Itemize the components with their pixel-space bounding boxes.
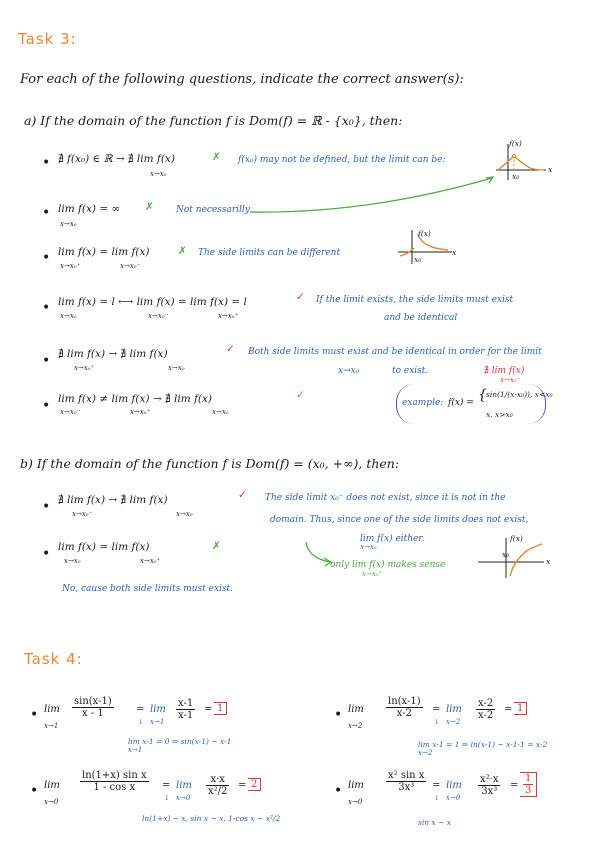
p1-eq2: = <box>204 704 213 715</box>
b2-only-note: only lim f(x) makes sense <box>330 560 446 570</box>
b1-note2: domain. Thus, since one of the side limits does not exist, <box>270 515 529 525</box>
part-a-heading: a) If the domain of the function f is Dom(f) = ℝ - {x₀}, then: <box>24 113 403 128</box>
p4-result-num: 1 <box>525 773 532 784</box>
graph-removable-discontinuity <box>494 140 554 186</box>
p4-sub: x→0 <box>348 798 363 806</box>
p2-note-sub: x→2 <box>418 749 433 757</box>
b1-note1: The side limit x₀⁻ does not exist, since it is not in the <box>265 493 506 503</box>
a1-mark: ✗ <box>212 151 221 163</box>
task3-title: Task 3: <box>18 30 77 48</box>
a4-sub3: x→x₀⁺ <box>218 312 239 320</box>
p4-result-box <box>520 772 537 797</box>
p4-eq-den: 3x³ <box>481 786 498 797</box>
p1-num: sin(x-1) <box>74 696 112 707</box>
part-b-heading: b) If the domain of the function f is Dom(f) = (x₀, +∞), then: <box>20 456 400 471</box>
a4-note2: and be identical <box>384 313 458 323</box>
p4-eq-fraction <box>478 774 500 797</box>
p4-eq-num: x²·x <box>480 774 499 785</box>
p2-note: lim x-1 = 1 ⇒ ln(x-1) ~ x-1-1 = x-2 <box>418 740 548 749</box>
a2-note: Not necessarilly <box>176 205 250 215</box>
p2-result: 1 <box>514 702 527 715</box>
a5-note1: Both side limits must exist and be identical in order for the limit <box>248 347 542 357</box>
p2-num: ln(x-1) <box>388 696 421 707</box>
bullet: • <box>30 783 39 799</box>
p3-sub: x→0 <box>44 798 59 806</box>
p2-eq-den: x-2 <box>478 710 494 721</box>
p3-num: ln(1+x) sin x <box>82 770 147 781</box>
green-arrow-curve <box>248 172 498 218</box>
p3-eq: = <box>162 780 171 791</box>
example-case1: sin(1/(x-x₀)), x<x₀ <box>486 390 553 399</box>
a4-sub2: x→x₀⁻ <box>148 312 169 320</box>
p4-eq: = <box>432 780 441 791</box>
example-case2: x, x>x₀ <box>486 410 513 419</box>
p1-eq-den: x-1 <box>178 710 194 721</box>
example-top: ∄ lim f(x) <box>484 366 525 376</box>
p4-down-arrow: ↓ <box>434 794 440 802</box>
a6-sub1: x→x₀⁻ <box>60 408 81 416</box>
a3-sub1: x→x₀⁺ <box>60 262 81 270</box>
p4-eq-sub: x→0 <box>446 794 461 802</box>
p1-sub: x→1 <box>44 722 59 730</box>
p3-fraction <box>80 770 149 793</box>
p3-eq-num: x·x <box>206 774 229 786</box>
p2-sub: x→2 <box>348 722 363 730</box>
example-brace: { <box>478 387 487 403</box>
bullet: • <box>42 155 51 171</box>
p1-down-arrow: ↓ <box>138 718 144 726</box>
p3-eq-sub: x→0 <box>176 794 191 802</box>
p1-eq-num: x-1 <box>178 698 194 709</box>
p3-eq-den: x²/2 <box>208 786 228 797</box>
p4-num: x² sin x <box>388 770 425 781</box>
p4-fraction <box>386 770 426 793</box>
b1-mark: ✓ <box>238 489 247 501</box>
b2-only-sub: x→x₀⁺ <box>362 570 383 578</box>
example-label: example: <box>402 398 444 408</box>
b1-statement: ∄ lim f(x) → ∄ lim f(x) <box>58 494 168 506</box>
p3-result: 2 <box>248 778 261 791</box>
p2-den: x-2 <box>396 708 412 719</box>
p1-eq-lim: lim <box>150 704 166 715</box>
graph2-x0: x₀ <box>414 255 422 264</box>
p1-fraction <box>72 696 114 719</box>
bullet: • <box>42 300 51 316</box>
a6-sub3: x→x₀ <box>212 408 229 416</box>
graph2-x: x <box>452 248 457 257</box>
p3-eq-fraction <box>206 774 229 797</box>
p4-result-den: 3 <box>525 785 532 796</box>
p2-eq-sub: x→2 <box>446 718 461 726</box>
graph1-x0: x₀ <box>512 172 520 181</box>
p4-note: sin x ~ x <box>418 818 451 827</box>
a2-sub: x→x₀ <box>60 220 77 228</box>
graph3-fx: f(x) <box>510 534 523 543</box>
b1-note3: lim f(x) either. <box>360 534 425 544</box>
b2-statement: lim f(x) = lim f(x) <box>58 541 150 553</box>
p1-result: 1 <box>214 702 227 715</box>
a5-sub1: x→x₀⁺ <box>74 364 95 372</box>
bullet: • <box>42 398 51 414</box>
p4-lim: lim <box>348 780 364 791</box>
graph2-fx: f(x) <box>418 229 431 238</box>
p3-eq2: = <box>238 780 247 791</box>
bullet: • <box>334 783 343 799</box>
p2-eq-num: x-2 <box>478 698 494 709</box>
p2-eq: = <box>432 704 441 715</box>
task4-title: Task 4: <box>24 650 83 668</box>
a3-mark: ✗ <box>178 245 187 257</box>
p1-eq-sub: x→1 <box>150 718 165 726</box>
a6-statement: lim f(x) ≠ lim f(x) → ∄ lim f(x) <box>58 393 213 405</box>
a5-sub2: x→x₀ <box>168 364 185 372</box>
a1-statement: ∄ f(x₀) ∈ ℝ → ∄ lim f(x) <box>58 153 175 165</box>
p1-result-box <box>214 702 227 715</box>
a2-statement: lim f(x) = ∞ <box>58 203 121 215</box>
p2-result-box <box>514 702 527 715</box>
p3-eq-lim: lim <box>176 780 192 791</box>
p3-down-arrow: ↓ <box>164 794 170 802</box>
p2-fraction <box>386 696 423 719</box>
a3-statement: lim f(x) = lim f(x) <box>58 246 150 258</box>
p2-down-arrow: ↓ <box>434 718 440 726</box>
bullet: • <box>42 353 51 369</box>
a5-note2a: x→x₀ <box>338 366 360 376</box>
a2-mark: ✗ <box>145 201 154 213</box>
graph3-x: x <box>546 557 551 566</box>
b1-sub2: x→x₀ <box>176 510 193 518</box>
a6-sub2: x→x₀⁺ <box>130 408 151 416</box>
example-f: f(x) = <box>448 398 474 408</box>
p1-eq: = <box>136 704 145 715</box>
a4-note1: If the limit exists, the side limits must exist <box>316 295 514 305</box>
graph3-x0: x₀ <box>502 550 510 559</box>
task3-intro: For each of the following questions, indicate the correct answer(s): <box>20 72 464 87</box>
p3-note: ln(1+x) ~ x, sin x ~ x, 1-cos x ~ x²/2 <box>142 814 281 823</box>
p1-eq-fraction <box>176 698 195 721</box>
p1-note-sub: x→1 <box>128 746 143 754</box>
a6-mark: ✓ <box>296 389 305 401</box>
a4-sub1: x→x₀ <box>60 312 77 320</box>
bullet: • <box>42 499 51 515</box>
a1-note: f(x₀) may not be defined, but the limit can be: <box>238 155 446 165</box>
graph1-x: x <box>548 165 553 174</box>
b1-note3-sub: x→x₀ <box>360 543 377 551</box>
a4-mark: ✓ <box>296 291 305 303</box>
b1-sub1: x→x₀⁻ <box>72 510 93 518</box>
a1-sub: x→x₀ <box>150 170 167 178</box>
p4-den: 3x³ <box>398 782 415 793</box>
bullet: • <box>42 546 51 562</box>
p1-note: lim x-1 = 0 ⇒ sin(x-1) ~ x-1 <box>128 737 232 746</box>
p2-eq-lim: lim <box>446 704 462 715</box>
b2-sub2: x→x₀⁺ <box>140 557 161 565</box>
a5-mark: ✓ <box>226 343 235 355</box>
bullet: • <box>334 707 343 723</box>
a3-sub2: x→x₀⁻ <box>120 262 141 270</box>
bullet: • <box>42 205 51 221</box>
a3-note: The side limits can be different <box>198 248 341 258</box>
p2-lim: lim <box>348 704 364 715</box>
p3-den: 1 - cos x <box>93 782 136 793</box>
b2-sub1: x→x₀ <box>64 557 81 565</box>
p4-eq-lim: lim <box>446 780 462 791</box>
p1-den: x - 1 <box>82 708 104 719</box>
p3-lim: lim <box>44 780 60 791</box>
p2-eq-fraction <box>476 698 495 721</box>
p4-eq2: = <box>510 780 519 791</box>
b2-mark: ✗ <box>212 540 221 552</box>
a5-statement: ∄ lim f(x) → ∄ lim f(x) <box>58 348 168 360</box>
p3-result-box <box>248 778 261 791</box>
a4-statement: lim f(x) = l ⟷ lim f(x) = lim f(x) = l <box>58 296 247 308</box>
p2-eq2: = <box>504 704 513 715</box>
graph1-fx: f(x) <box>509 139 522 148</box>
example-top-sub: x→x₀⁻ <box>500 376 521 384</box>
p1-lim: lim <box>44 704 60 715</box>
a5-note2b: to exist. <box>392 366 429 376</box>
b2-note: No, cause both side limits must exist. <box>62 584 233 594</box>
bullet: • <box>30 707 39 723</box>
bullet: • <box>42 250 51 266</box>
